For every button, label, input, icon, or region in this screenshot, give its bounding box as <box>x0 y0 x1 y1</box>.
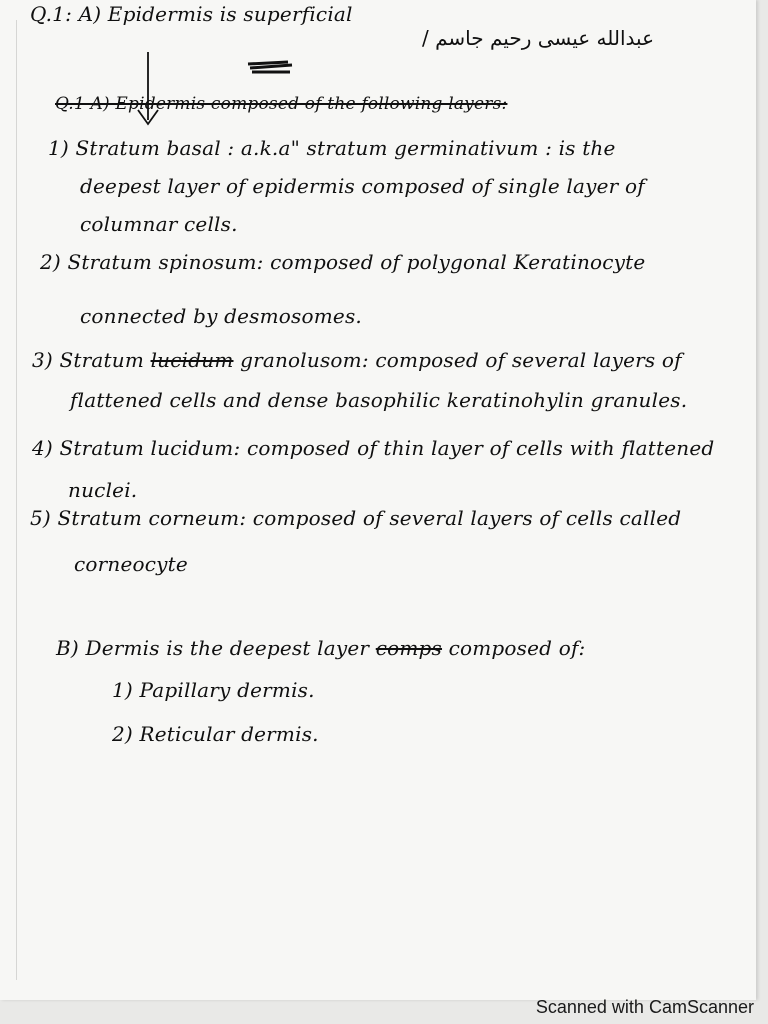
page-margin-line <box>16 20 17 980</box>
crossed-out-heading: Q.1 A) Epidermis composed of the following layers: <box>55 94 508 114</box>
layer-3-struck-word: lucidum <box>150 348 234 372</box>
layer-1-line-3: columnar cells. <box>80 212 238 236</box>
dermis-item-2: 2) Reticular dermis. <box>112 722 319 746</box>
layer-1-line-1: 1) Stratum basal : a.k.a" stratum germinativum : is the <box>48 136 616 160</box>
author-name: عبدالله عيسى رحيم جاسم / <box>422 26 655 50</box>
layer-3-prefix: 3) Stratum <box>32 348 144 372</box>
layer-5-line-1: 5) Stratum corneum: composed of several layers of cells called <box>30 506 682 530</box>
layer-4-line-1: 4) Stratum lucidum: composed of thin layer of cells with flattened <box>32 436 715 460</box>
layer-5-line-2: corneocyte <box>74 552 188 576</box>
question-heading: Q.1: A) Epidermis is superficial <box>30 2 353 26</box>
layer-3-line-1 <box>32 348 682 372</box>
layer-2-line-1: 2) Stratum spinosum: composed of polygonal Keratinocyte <box>40 250 646 274</box>
layer-4-line-2: nuclei. <box>68 478 138 502</box>
dermis-struck-word: comps <box>375 636 443 660</box>
dermis-heading <box>56 636 586 660</box>
layer-2-line-2: connected by desmosomes. <box>80 304 362 328</box>
dermis-heading-a: B) Dermis is the deepest layer <box>56 636 370 660</box>
layer-3-rest: granolusom: composed of several layers of <box>240 348 682 372</box>
layer-3-line-2: flattened cells and dense basophilic keratinohylin granules. <box>70 388 688 412</box>
dermis-heading-b: composed of: <box>448 636 586 660</box>
dermis-item-1: 1) Papillary dermis. <box>112 678 315 702</box>
crossed-out-heading-scribble <box>130 50 720 136</box>
scanner-watermark: Scanned with CamScanner <box>535 997 754 1017</box>
layer-1-line-2: deepest layer of epidermis composed of single layer of <box>80 174 645 198</box>
